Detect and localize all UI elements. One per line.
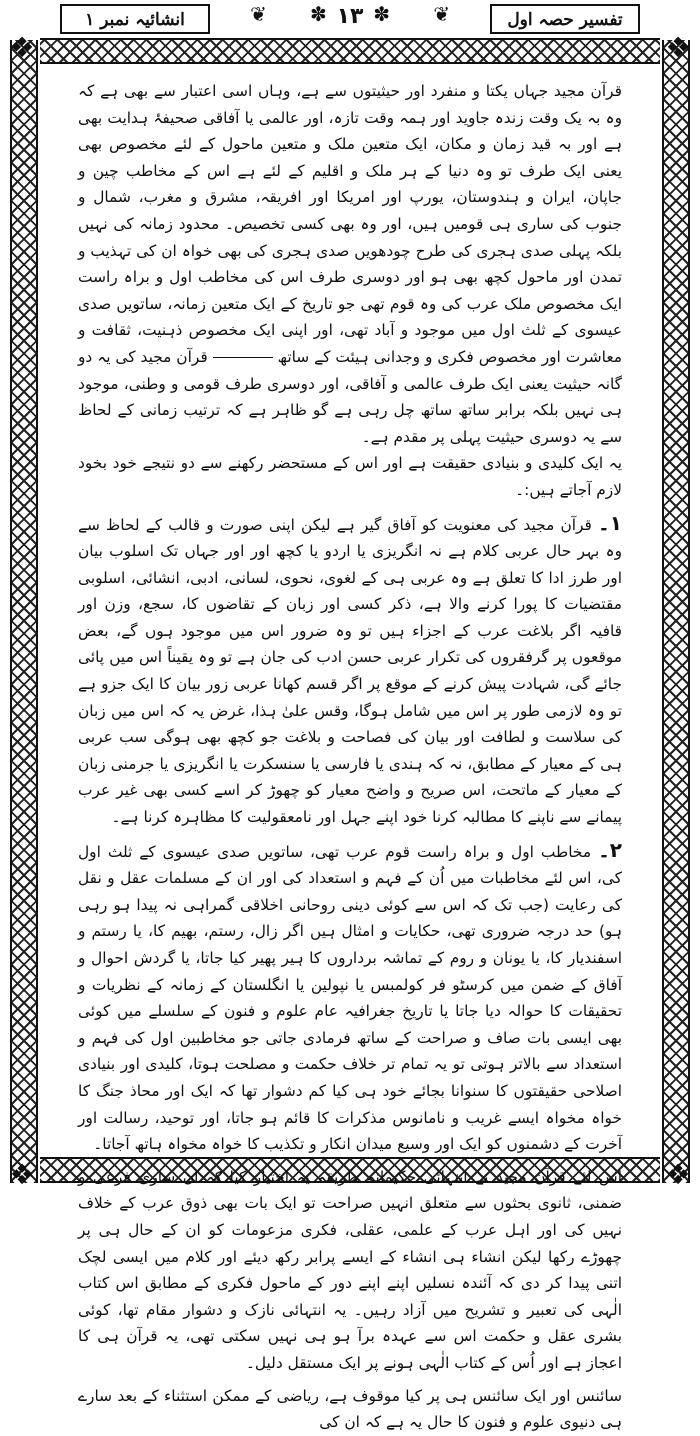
paragraph-1 [78,78,622,450]
point-number: ۱۔ [598,510,622,535]
point-2 [78,837,622,1158]
border-right [662,40,690,1183]
point-2-text: مخاطب اول و براہ راست قوم عرب تھی، ساتویں صدی عیسوی کے ثلث اول کی، اس لئے مخاطبات میں اُن کے فہم و استعداد کی اور ان کے مسلمات عقل و نقل کی رعایت (جب تک کہ اس سے کوئی دینی روحانی اخلاقی گمراہی نہ پیدا ہو رہی ہو) حد درجہ ضروری تھی، حکایات و امثال ہیں اگر زال، رستم، بھیم کا، یا رستم و اسفندیار کا، یا یونان و روم کے تماشہ برداروں کا ہیر پھیر کیا جاتا، یا گردش احوال و آفاق کے ضمن میں کرسٹو فر کولمبس یا نپولین یا انگلستان کے زمانہ کے نظریات و تحقیقات کا حوالہ دیا جاتا یا تاریخ جغرافیہ عام علوم و فنون کے سلسلے میں کوئی بھی ایسی بات صاف و صراحت کے ساتھ فرمادی جاتی جو مخاطبین اول کی فہم و استعداد سے بالاتر ہوتی تو یہ تمام تر خلاف حکمت و مصلحت ہوتا، کلیدی اور بنیادی اصلاحی حقیقتوں کا سنوانا بجائے خود ہی کیا کم دشوار تھا کہ ایک اور محاذ جنگ کا خواہ مخواہ ایسے غریب و نامانوس مذکرات کا قائم ہو جاتا، اور توحید، رسالت اور آخرت کے دشمنوں کو ایک اور وسیع میدان انکار و تکذیب کا خواہ مخواہ ہاتھ آجاتا۔ [78,842,622,1154]
page-number: ۱۳ [336,4,364,29]
ornament-icon: ❦ [433,2,450,26]
paragraph-6: سائنس اور ایک سائنس ہی پر کیا موقوف ہے، ریاضی کے ممکن استثناء کے بعد سارے ہی دنیوی علوم و فنون کا حال یہ ہے کہ ان کی [78,1386,622,1432]
border-left [10,40,38,1183]
corner-ornament-icon: ❖ [9,31,35,64]
corner-ornament-icon: ❖ [9,1158,35,1191]
ornament-icon: ✽ [310,2,327,26]
body-text [78,78,622,1432]
paragraph-1-tail: قرآن مجید کی یہ دو گانہ حیثیت یعنی ایک طرف عالمی و آفاقی، اور دوسری طرف قومی و وطنی، موجود ہی نہیں بلکہ برابر ساتھ ساتھ چل رہی ہے گو ظاہر ہے کہ ترتیب زمانی کے لحاظ سے یہ دوسری حیثیت پہلی پر مقدم ہے۔ [78,347,622,446]
header-right-title: تفسیر حصہ اول [490,4,640,34]
paragraph-1-main: قرآن مجید جہاں یکتا و منفرد اور حیثیتوں سے ہے، وہاں اسی اعتبار سے بھی ہے کہ وہ بہ یک وقت زندہ جاوید اور ہمہ وقت تازہ، اور عالمی یا آفاقی صحیفۂ ہدایت بھی ہے اور بہ قید زمان و مکان، ایک متعین ملک و متعین ماحول کے لئے مخصوص بھی یعنی ایک طرف تو وہ دنیا کے ہر ملک و اقلیم کے لئے ہے اس کے مخاطب چین و جاپان، ایران و ہندوستان، یورپ اور امریکا اور افریقہ، مشرق و مغرب، شمال و جنوب کی ساری ہی قومیں ہیں، اور وہ بھی کسی تخصیص۔ محدود زمانہ کی نہیں بلکہ پہلی صدی ہجری کی طرح چودھویں صدی ہجری کی بھی خواہ ان کی تہذیب و تمدن اور ماحول کچھ بھی ہو اور دوسری طرف اس کی مخاطب اول و براہ راست ایک مخصوص ملک عرب کی وہ قوم تھی جو تاریخ کے ایک متعین زمانہ، ساتویں صدی عیسوی کے ثلث اول میں موجود و آباد تھی، اور اپنی ایک مخصوص ذہنیت، ثقافت و معاشرت اور مخصوص فکری و وجدانی ہیئت کے ساتھ [78,82,622,366]
point-1 [78,510,622,831]
corner-ornament-icon: ❖ [665,31,691,64]
header-left-title: انشائیہ نمبر ۱ [60,4,210,34]
corner-ornament-icon: ❖ [665,1158,691,1191]
page-header [60,0,640,40]
border-top [40,38,660,64]
ornament-icon: ✽ [373,2,390,26]
point-number: ۲۔ [598,837,622,862]
point-1-text: قرآن مجید کی معنویت کو آفاق گیر ہے لیکن اپنی صورت و قالب کے لحاظ سے وہ بہر حال عربی کلام ہے نہ انگریزی یا اردو یا کچھ اور اور جہاں تک اسلوب بیان اور طرز ادا کا تعلق ہے وہ عربی ہی کے لغوی، نحوی، لسانی، ادبی، انشائی، اسلوبی مقتضیات کا پورا کرنے والا ہے، ذکر کسی اور زبان کے تقاضوں کا، سجع، وزن اور قافیہ اگر بلاغت عرب کے اجزاء ہیں تو وہ ضرور اس میں موجود ہوں گے، بعض موقعوں پر گرفقروں کی تکرار عربی حسن ادب کی جان ہے تو وہ یقیناً اس میں پائی جائے گی، شہادت پیش کرنے کے موقع پر اگر قسم کھانا عربی زور بیان کا ایک جزو ہے تو وہ لازمی طور پر اس میں شامل ہوگا، وقس علیٰ ہذا، غرض یہ کہ اس میں زبان کی سلاست و لطافت اور بیان کی فصاحت و بلاغت جو کچھ بھی ہوگی سب عربی ہی کے معیار کے مطابق، نہ کہ ہندی یا فارسی یا سنسکرت یا انگریزی یا جرمنی زبان کے معیار کے ماتحت، اس صریح و واضح معیار کو چھوڑ کر اسے کسی بھی غیر عرب پیمانے سے ناپنے کا مطالبہ کرنا خود اپنے جہل اور نامعقولیت کا مظاہرہ کرنا ہے۔ [78,515,622,827]
paragraph-2: یہ ایک کلیدی و بنیادی حقیقت ہے اور اس کے مستحضر رکھنے سے دو نتیجے خود بخود لازم آجاتے ہیں:۔ [78,454,622,499]
dash-rule [213,357,273,358]
ornament-icon: ❦ [250,2,267,26]
paragraph-5: اس لئے قرآن مجید نے انتہائی حکیمانہ طریقہ یہ اختیار کیا کہ ان ساری فرعی و ضمنی، ثانوی بحثوں سے متعلق انہیں صراحت تو ایک بات بھی ذوق عرب کے خلاف نہیں کی اور اہل عرب کے علمی، عقلی، فکری مزعومات کو ان کے حال ہی پر چھوڑے رکھا لیکن انشاء ہی انشاء کے ایسے پرابر رکھ دیئے اور کلام میں ایسی لچک اتنی پیدا کر دی کہ آئندہ نسلیں اپنے اپنے دور کے ماحول فکری کے مطابق اس کتاب الٰہی کی تعبیر و تشریح میں آزاد رہیں۔ یہ انتہائی نازک و دشوار مقام تھا، کوئی بشری عقل و حکمت اس سے عہدہ برآ ہو ہی نہیں سکتی تھی، یہ قرآن ہی کا اعجاز ہے اور اُس کے کتاب الٰہی ہونے پر ایک مستقل دلیل۔ [78,1167,622,1372]
